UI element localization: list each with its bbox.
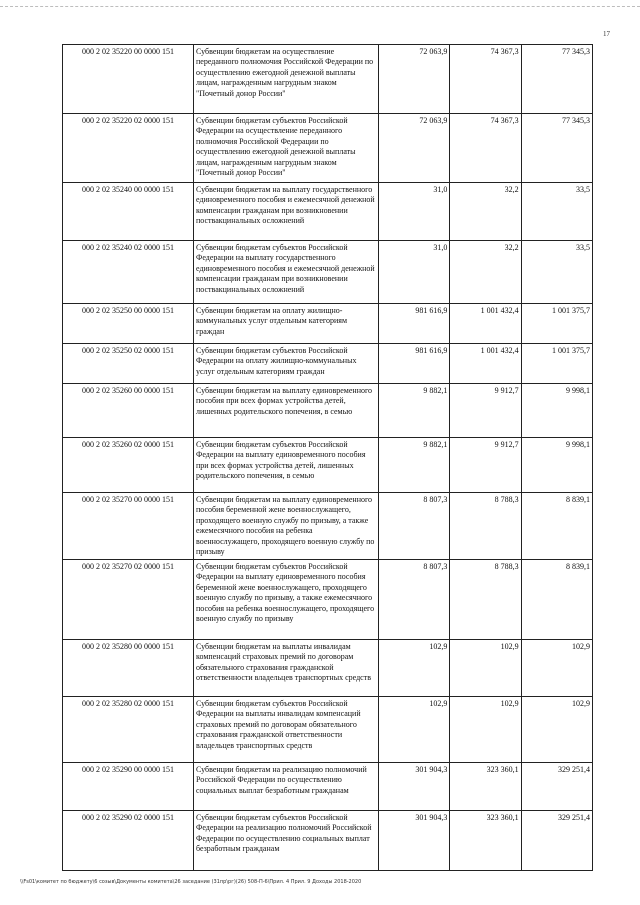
amount-2019-cell: 74 367,3 (450, 45, 521, 114)
amount-2018-cell: 981 616,9 (379, 344, 450, 384)
amount-2018-cell: 301 904,3 (379, 811, 450, 871)
amount-2019-cell: 102,9 (450, 697, 521, 763)
budget-code-cell: 000 2 02 35240 02 0000 151 (63, 241, 194, 304)
amount-2018-cell: 72 063,9 (379, 114, 450, 183)
amount-2020-cell: 329 251,4 (521, 811, 592, 871)
amount-2019-cell: 74 367,3 (450, 114, 521, 183)
amount-2019-cell: 323 360,1 (450, 763, 521, 811)
amount-2020-cell: 77 345,3 (521, 45, 592, 114)
revenue-name-cell: Субвенции бюджетам на выплату единовременного пособия при всех формах устройства детей, лишенных родительского попечения, в семью (194, 384, 379, 438)
amount-2018-cell: 31,0 (379, 241, 450, 304)
revenue-name-cell: Субвенции бюджетам на выплату единовременного пособия беременной жене военнослужащего, проходящего военную службу по призыву, а также ежемесячного пособия на ребенка военнослужащего, проходящего военную службу по призыву (194, 493, 379, 560)
amount-2018-cell: 981 616,9 (379, 304, 450, 344)
table-row (63, 114, 593, 183)
amount-2020-cell: 9 998,1 (521, 384, 592, 438)
scan-top-edge (0, 6, 640, 7)
amount-2020-cell: 102,9 (521, 697, 592, 763)
budget-code-cell: 000 2 02 35240 00 0000 151 (63, 183, 194, 241)
revenue-name-cell: Субвенции бюджетам на выплаты инвалидам компенсаций страховых премий по договорам обязательного страхования гражданской ответственности владельцев транспортных средств (194, 640, 379, 697)
revenue-table-body (63, 45, 593, 871)
amount-2019-cell: 323 360,1 (450, 811, 521, 871)
amount-2018-cell: 72 063,9 (379, 45, 450, 114)
amount-2018-cell: 9 882,1 (379, 438, 450, 493)
table-row (63, 304, 593, 344)
budget-code-cell: 000 2 02 35280 02 0000 151 (63, 697, 194, 763)
amount-2019-cell: 9 912,7 (450, 384, 521, 438)
table-row (63, 438, 593, 493)
amount-2018-cell: 102,9 (379, 697, 450, 763)
amount-2019-cell: 9 912,7 (450, 438, 521, 493)
budget-code-cell: 000 2 02 35250 02 0000 151 (63, 344, 194, 384)
amount-2020-cell: 8 839,1 (521, 560, 592, 640)
table-row (63, 493, 593, 560)
budget-code-cell: 000 2 02 35250 00 0000 151 (63, 304, 194, 344)
amount-2018-cell: 301 904,3 (379, 763, 450, 811)
amount-2020-cell: 1 001 375,7 (521, 344, 592, 384)
budget-code-cell: 000 2 02 35260 02 0000 151 (63, 438, 194, 493)
revenue-name-cell: Субвенции бюджетам субъектов Российской Федерации на выплату государственного единовременного пособия и ежемесячной денежной компенсации гражданам при возникновении поствакцинальных осложнений (194, 241, 379, 304)
revenue-name-cell: Субвенции бюджетам субъектов Российской Федерации на выплаты инвалидам компенсаций страховых премий по договорам обязательного страхования гражданской ответственности владельцев транспортных средств (194, 697, 379, 763)
revenue-name-cell: Субвенции бюджетам на реализацию полномочий Российской Федерации по осуществлению социальных выплат безработным гражданам (194, 763, 379, 811)
amount-2020-cell: 8 839,1 (521, 493, 592, 560)
amount-2020-cell: 102,9 (521, 640, 592, 697)
table-row (63, 811, 593, 871)
amount-2019-cell: 1 001 432,4 (450, 344, 521, 384)
amount-2018-cell: 102,9 (379, 640, 450, 697)
table-row (63, 241, 593, 304)
budget-code-cell: 000 2 02 35270 02 0000 151 (63, 560, 194, 640)
amount-2019-cell: 8 788,3 (450, 493, 521, 560)
amount-2020-cell: 33,5 (521, 241, 592, 304)
amount-2019-cell: 32,2 (450, 241, 521, 304)
budget-code-cell: 000 2 02 35290 02 0000 151 (63, 811, 194, 871)
revenue-name-cell: Субвенции бюджетам на осуществление переданного полномочия Российской Федерации по осуществлению ежегодной денежной выплаты лицам, награжденным нагрудным знаком "Почетный донор России" (194, 45, 379, 114)
amount-2020-cell: 77 345,3 (521, 114, 592, 183)
revenue-name-cell: Субвенции бюджетам на выплату государственного единовременного пособия и ежемесячной денежной компенсации гражданам при возникновении поствакцинальных осложнений (194, 183, 379, 241)
table-row (63, 183, 593, 241)
budget-code-cell: 000 2 02 35280 00 0000 151 (63, 640, 194, 697)
footer-file-path: \\Fs01\комитет по бюджету\6 созыв\Документы комитета\26 заседание (31пр\рг)(26) 508-П-6\Прил. 4 Прил. 9 Доходы 2018-2020 (20, 879, 362, 885)
revenue-table (62, 44, 593, 871)
revenue-name-cell: Субвенции бюджетам субъектов Российской Федерации на выплату единовременного пособия беременной жене военнослужащего, проходящего военную службу по призыву, а также ежемесячного пособия на ребенка военнослужащего, проходящего военную службу по призыву (194, 560, 379, 640)
amount-2020-cell: 329 251,4 (521, 763, 592, 811)
amount-2020-cell: 33,5 (521, 183, 592, 241)
revenue-name-cell: Субвенции бюджетам субъектов Российской Федерации на оплату жилищно-коммунальных услуг отдельным категориям граждан (194, 344, 379, 384)
amount-2018-cell: 8 807,3 (379, 493, 450, 560)
amount-2019-cell: 8 788,3 (450, 560, 521, 640)
budget-code-cell: 000 2 02 35290 00 0000 151 (63, 763, 194, 811)
budget-code-cell: 000 2 02 35270 00 0000 151 (63, 493, 194, 560)
amount-2018-cell: 31,0 (379, 183, 450, 241)
amount-2019-cell: 1 001 432,4 (450, 304, 521, 344)
amount-2019-cell: 32,2 (450, 183, 521, 241)
table-row (63, 697, 593, 763)
amount-2018-cell: 9 882,1 (379, 384, 450, 438)
revenue-name-cell: Субвенции бюджетам субъектов Российской Федерации на реализацию полномочий Российской Федерации по осуществлению социальных выплат безработным гражданам (194, 811, 379, 871)
table-row (63, 384, 593, 438)
amount-2019-cell: 102,9 (450, 640, 521, 697)
budget-code-cell: 000 2 02 35260 00 0000 151 (63, 384, 194, 438)
revenue-name-cell: Субвенции бюджетам субъектов Российской Федерации на осуществление переданного полномочия Российской Федерации по осуществлению ежегодной денежной выплаты лицам, награжденным нагрудным знаком "Почетный донор России" (194, 114, 379, 183)
amount-2020-cell: 1 001 375,7 (521, 304, 592, 344)
table-row (63, 763, 593, 811)
budget-code-cell: 000 2 02 35220 02 0000 151 (63, 114, 194, 183)
page-number: 17 (603, 30, 610, 38)
budget-code-cell: 000 2 02 35220 00 0000 151 (63, 45, 194, 114)
table-row (63, 45, 593, 114)
revenue-name-cell: Субвенции бюджетам на оплату жилищно-коммунальных услуг отдельным категориям граждан (194, 304, 379, 344)
table-row (63, 344, 593, 384)
amount-2018-cell: 8 807,3 (379, 560, 450, 640)
table-row (63, 560, 593, 640)
revenue-name-cell: Субвенции бюджетам субъектов Российской Федерации на выплату единовременного пособия при всех формах устройства детей, лишенных родительского попечения, в семью (194, 438, 379, 493)
amount-2020-cell: 9 998,1 (521, 438, 592, 493)
table-row (63, 640, 593, 697)
